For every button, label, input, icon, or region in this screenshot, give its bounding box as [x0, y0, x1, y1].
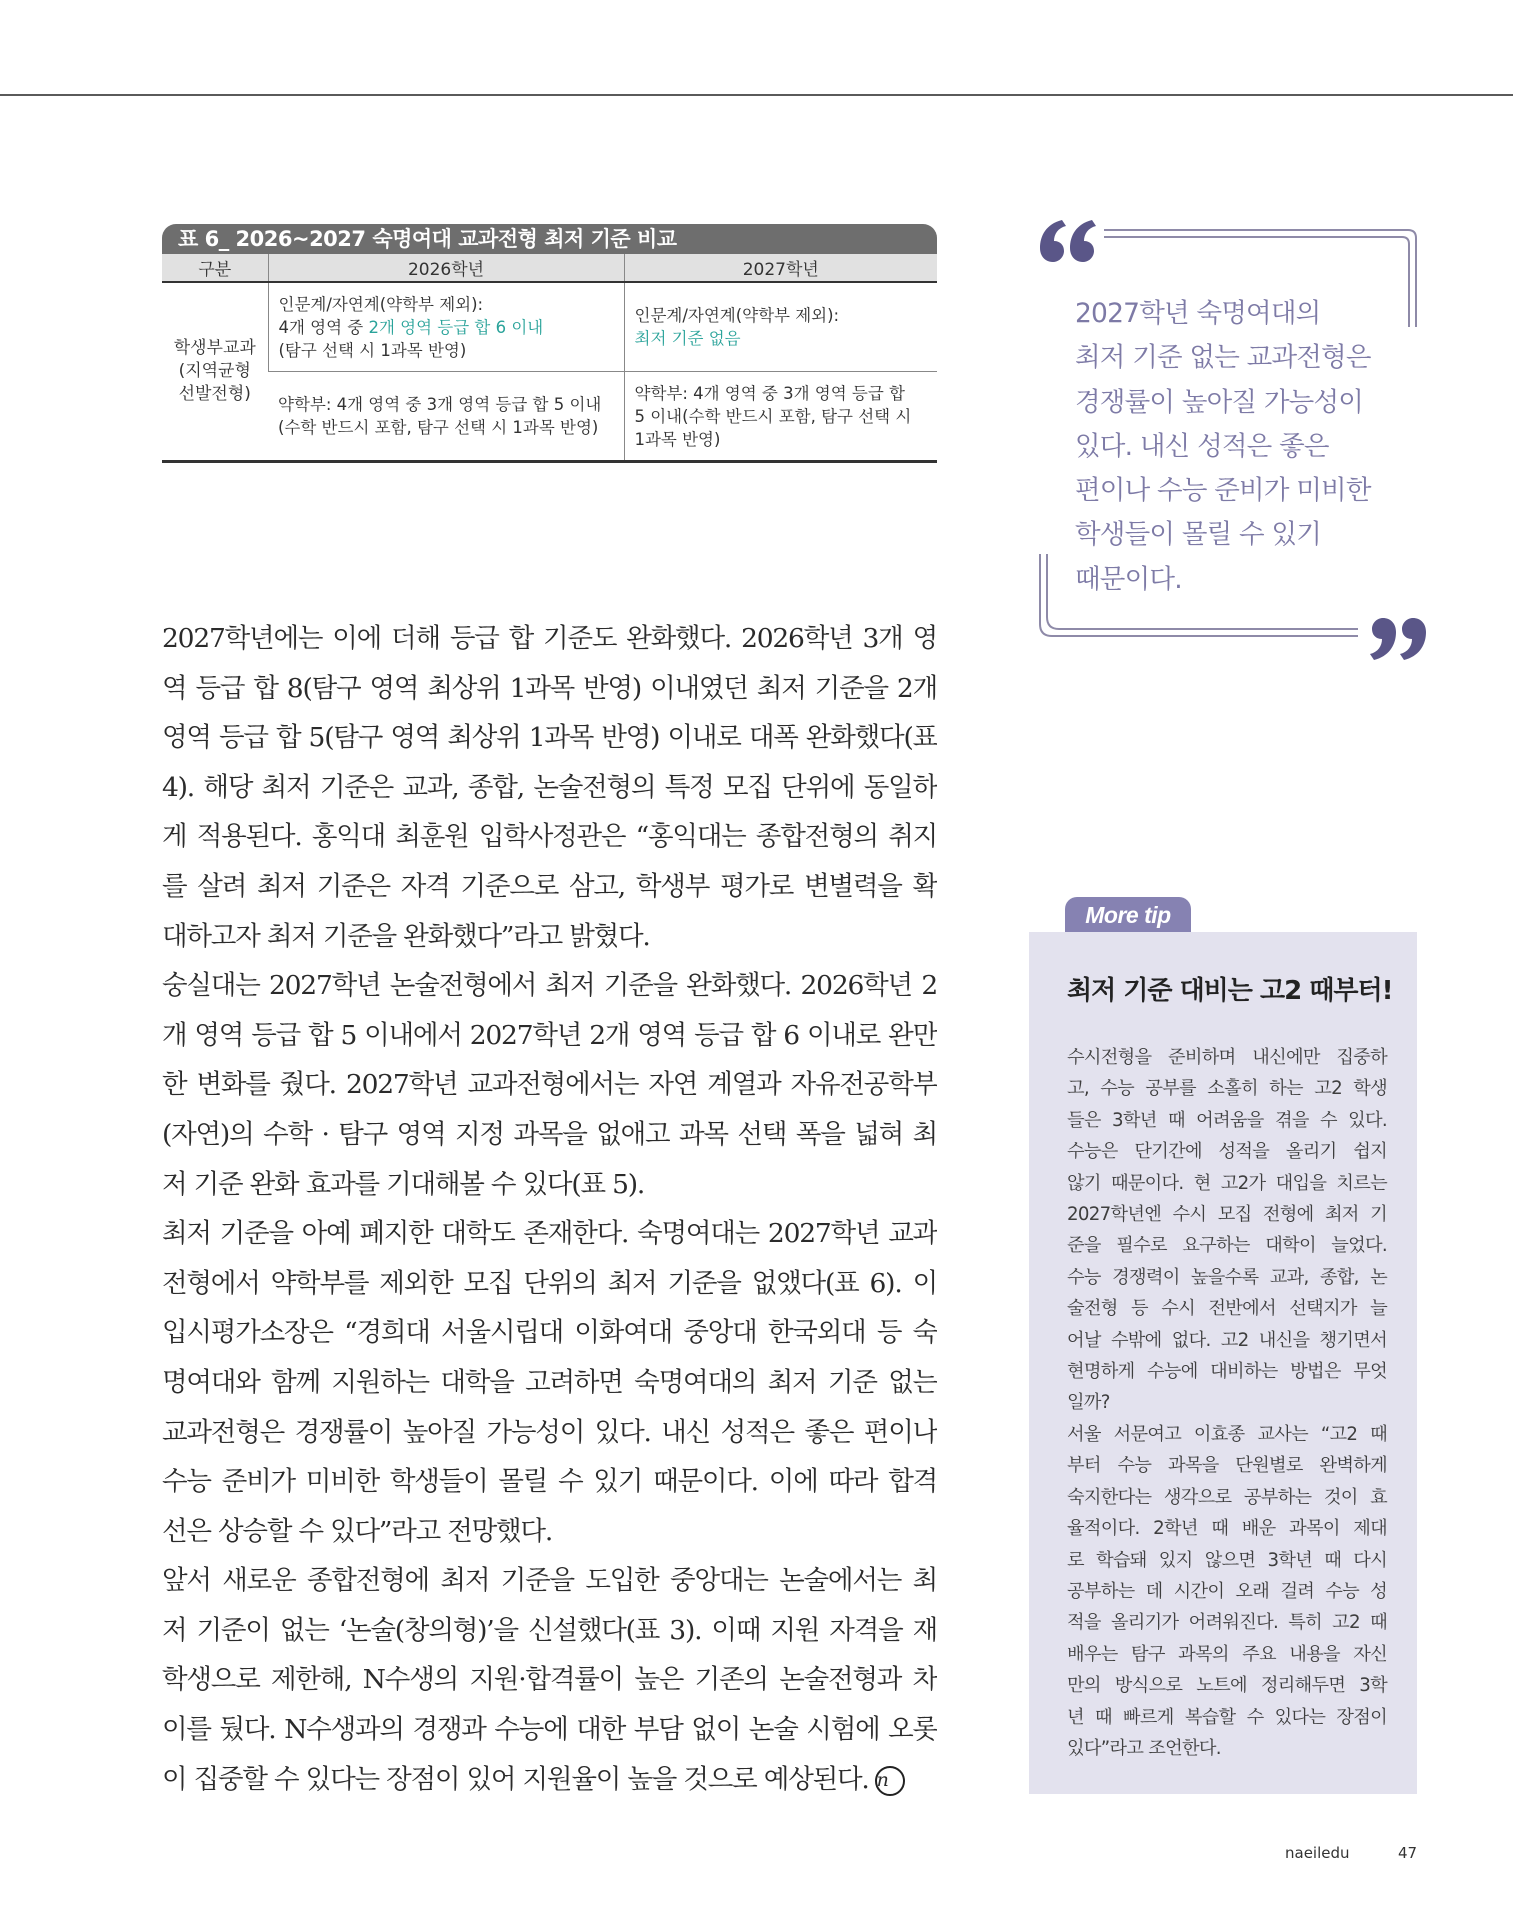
brand-end-mark-icon: n [875, 1766, 905, 1796]
body-line: 선은 상승할 수 있다”라고 전망했다. [162, 1515, 553, 1547]
body-line: 를 살려 최저 기준은 자격 기준으로 삼고, 학생부 평가로 변별력을 확 [162, 870, 937, 902]
body-line: 저 기준이 없는 ‘논술(창의형)’을 신설했다(표 3). 이때 지원 자격을 재 [162, 1614, 937, 1646]
cell-2026-general: 인문계/자연계(약학부 제외): 4개 영역 중 2개 영역 등급 합 6 이내 (탐구 선택 시 1과목 반영) [268, 282, 624, 372]
body-line: 입시평가소장은 “경희대 서울시립대 이화여대 중앙대 한국외대 등 숙 [162, 1317, 937, 1349]
table-title: 표 6_ 2026~2027 숙명여대 교과전형 최저 기준 비교 [162, 224, 937, 254]
header-category: 구분 [162, 254, 268, 282]
body-line: 학생으로 제한해, N수생의 지원·합격률이 높은 기존의 논술전형과 차 [162, 1664, 937, 1696]
body-line: 개 영역 등급 합 5 이내에서 2027학년 2개 영역 등급 합 6 이내로 완만 [162, 1019, 937, 1051]
body-line: 2027학년에는 이에 더해 등급 합 기준도 완화했다. 2026학년 3개 영 [162, 623, 937, 654]
article-body [162, 614, 937, 1804]
body-line: 이를 뒀다. N수생과의 경쟁과 수능에 대한 부담 없이 논술 시험에 오롯 [162, 1714, 937, 1746]
page-number: 47 [1398, 1844, 1418, 1862]
cell-2026-pharmacy: 약학부: 4개 영역 중 3개 영역 등급 합 5 이내 (수학 반드시 포함, 탐구 선택 시 1과목 반영) [278, 395, 602, 437]
tip-title: 최저 기준 대비는 고2 때부터! [1067, 976, 1393, 1006]
cell-2027-pharmacy: 약학부: 4개 영역 중 3개 영역 등급 합 5 이내(수학 반드시 포함, 탐구 선택 시 1과목 반영) [624, 372, 937, 462]
body-line: 이 집중할 수 있다는 장점이 있어 지원율이 높을 것으로 예상된다. n [162, 1755, 937, 1805]
category-cell: 학생부교과 (지역균형 선발전형) [173, 338, 256, 404]
body-line: 게 적용된다. 홍익대 최훈원 입학사정관은 “홍익대는 종합전형의 취지 [162, 821, 937, 853]
body-line: 수능 준비가 미비한 학생들이 몰릴 수 있기 때문이다. 이에 따라 합격 [162, 1466, 937, 1498]
pull-quote-text: 2027학년 숙명여대의 최저 기준 없는 교과전형은 경쟁률이 높아질 가능성이 있다. 내신 성적은 좋은 편이나 수능 준비가 미비한 학생들이 몰릴 수 있기 때문이다. [1075, 298, 1371, 595]
header-2027: 2027학년 [624, 254, 937, 282]
comparison-table [162, 224, 937, 463]
body-line: 최저 기준을 아예 폐지한 대학도 존재한다. 숙명여대는 2027학년 교과 [162, 1218, 937, 1250]
more-tip-box [1029, 932, 1417, 1794]
body-line: 숭실대는 2027학년 논술전형에서 최저 기준을 완화했다. 2026학년 2 [162, 970, 937, 1002]
body-line: 영역 등급 합 5(탐구 영역 최상위 1과목 반영) 이내로 대폭 완화했다(표 [162, 722, 937, 754]
body-line: 저 기준 완화 효과를 기대해볼 수 있다(표 5). [162, 1168, 645, 1200]
body-line: 전형에서 약학부를 제외한 모집 단위의 최저 기준을 없앴다(표 6). 이 [162, 1267, 937, 1299]
more-tip-badge: More tip [1065, 897, 1191, 934]
body-line: 교과전형은 경쟁률이 높아질 가능성이 있다. 내신 성적은 좋은 편이나 [162, 1416, 937, 1448]
body-line: 앞서 새로운 종합전형에 최저 기준을 도입한 중앙대는 논술에서는 최 [162, 1565, 937, 1597]
tip-body: 수시전형을 준비하며 내신에만 집중하 고, 수능 공부를 소홀히 하는 고2 학생 들은 3학년 때 어려움을 겪을 수 있다. 수능은 단기간에 성적을 올리기 쉽지 않기 때문이다. 현 고2가 대입을 치르는 2027학년엔 수시 모집 전형에 최저 기 준을 필수로 요구하는 대학이 늘었다. 수능 경쟁력이 높을수록 교과, 종합, 논 술전형 등 수시 전반에서 선택지가 늘 어날 수밖에 없다. 고2 내신을 챙기면서 현명하게 수능에 대비하는 방법은 무엇 일까? 서울 서문여고 이효종 교사는 “고2 때 부터 수능 과목을 단원별로 완벽하게 숙지한다는 생각으로 공부하는 것이 효 율적이다. 2학년 때 배운 과목이 제대 로 학습돼 있지 않으면 3학년 때 다시 공부하는 데 시간이 오래 걸려 수능 성 적을 올리기가 어려워진다. 특히 고2 때 배우는 탐구 과목의 주요 내용을 자신 만의 방식으로 노트에 정리해두면 3학 년 때 빠르게 복습할 수 있다는 장점이 있다”라고 조언한다. [1067, 1047, 1387, 1759]
body-line: 한 변화를 줬다. 2027학년 교과전형에서는 자연 계열과 자유전공학부 [162, 1069, 937, 1101]
body-line: 대하고자 최저 기준을 완화했다”라고 밝혔다. [162, 920, 650, 952]
open-quote-icon [1040, 220, 1096, 262]
body-line: 역 등급 합 8(탐구 영역 최상위 1과목 반영) 이내였던 최저 기준을 2개 [162, 672, 937, 704]
body-line: 4). 해당 최저 기준은 교과, 종합, 논술전형의 특정 모집 단위에 동일하 [162, 771, 937, 803]
header-2026: 2026학년 [268, 254, 624, 282]
footer-brand: naeiledu [1285, 1844, 1350, 1862]
pull-quote [1028, 212, 1428, 672]
body-line: (자연)의 수학 · 탐구 영역 지정 과목을 없애고 과목 선택 폭을 넓혀 최 [162, 1118, 937, 1150]
body-line: 명여대와 함께 지원하는 대학을 고려하면 숙명여대의 최저 기준 없는 [162, 1366, 937, 1398]
top-rule [0, 94, 1513, 96]
cell-2027-general: 인문계/자연계(약학부 제외): 최저 기준 없음 [624, 282, 937, 372]
close-quote-icon [1370, 618, 1426, 660]
